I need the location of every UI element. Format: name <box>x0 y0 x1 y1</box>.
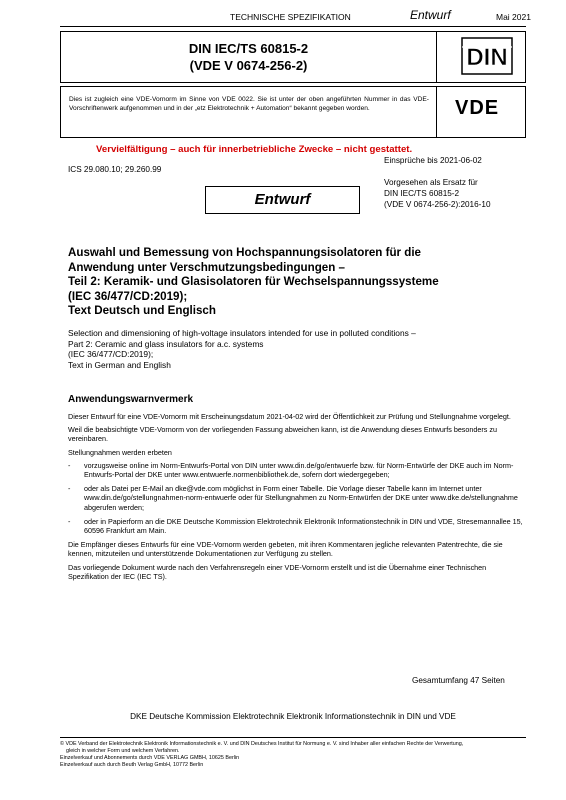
title-english <box>68 328 538 370</box>
usage-paragraph-5: Das vorliegende Dokument wurde nach den Verfahrensregeln einer VDE-Vornorm erstellt und ist die Übernahme einer Technischen Spezifikation der IEC (IEC TS). <box>68 562 487 581</box>
title-de-line-5: Text Deutsch und Englisch <box>68 304 216 317</box>
copy-warning: Vervielfältigung – auch für innerbetriebliche Zwecke – nicht gestattet. <box>96 144 413 155</box>
title-de-line-2: Anwendung unter Verschmutzungsbedingungen – <box>68 260 345 274</box>
draft-stamp: Entwurf <box>205 186 360 214</box>
header-rule <box>60 26 526 27</box>
designation-box <box>60 31 526 83</box>
usage-paragraph-3: Stellungnahmen werden erbeten <box>68 447 172 457</box>
designation-divider <box>436 32 437 82</box>
replacement-line-3: (VDE V 0674-256-2):2016-10 <box>384 200 491 209</box>
usage-body <box>68 412 526 581</box>
objection-deadline: Einsprüche bis 2021-06-02 <box>384 156 482 165</box>
designation-line-1: DIN IEC/TS 60815-2 <box>188 41 309 56</box>
title-de-line-1: Auswahl und Bemessung von Hochspannungsisolatoren für die <box>68 246 422 259</box>
ics-codes: ICS 29.080.10; 29.260.99 <box>68 165 162 174</box>
usage-paragraph-2: Weil die beabsichtigte VDE-Vornorm von der vorliegenden Fassung abweichen kann, ist die Anwendung dieses Entwurfs besonders zu vereinbaren. <box>68 425 497 444</box>
footer-line-3: Einzelverkauf und Abonnements durch VDE VERLAG GMBH, 10625 Berlin <box>60 755 240 761</box>
usage-paragraph-4: Die Empfänger dieses Entwurfs für eine VDE-Vornorm werden gebeten, mit ihren Kommentaren jegliche relevanten Patentrechte, die sie kennen, mitzuteilen und unterstützende Dokumentationen zur Verfügung zu stellen. <box>68 540 503 559</box>
list-item-text: vorzugsweise online im Norm-Entwurfs-Portal von DIN unter www.din.de/go/entwuerfe bzw. für Norm-Entwürfe der DKE auch im Norm-Entwurfs-Portal der DKE unter www.entwuerfe.normenbibliothek.de, sofern dort wiedergegeben; <box>84 460 514 480</box>
din-logo <box>461 37 513 75</box>
list-item-text: oder in Papierform an die DKE Deutsche Kommission Elektrotechnik Elektronik Informationstechnik in DIN und VDE, Stresemannallee 15, 60596 Frankfurt am Main. <box>84 516 523 536</box>
list-item <box>68 517 526 535</box>
replacement-line-2: DIN IEC/TS 60815-2 <box>384 189 460 198</box>
usage-heading: Anwendungswarnvermerk <box>68 394 194 405</box>
doc-type-label: TECHNISCHE SPEZIFIKATION <box>230 12 351 22</box>
footer-line-2: gleich in welcher Form und welchem Verfahren. <box>66 748 180 754</box>
comment-channel-list <box>68 461 526 535</box>
vde-notice-text: Dies ist zugleich eine VDE-Vornorm im Sinne von VDE 0022. Sie ist unter der oben angeführten Nummer in das VDE-Vorschriftenwerk aufgenommen und in der „etz Elektrotechnik + Automation“ bekannt gegeben worden. <box>69 96 429 112</box>
vde-logo: VDE <box>455 97 500 119</box>
total-pages: Gesamtumfang 47 Seiten <box>412 676 505 685</box>
footer-line-4: Einzelverkauf auch durch Beuth Verlag GmbH, 10772 Berlin <box>60 762 204 768</box>
list-dash: - <box>68 460 71 470</box>
list-item-text: oder als Datei per E-Mail an dke@vde.com möglichst in Form einer Tabelle. Die Vorlage dieser Tabelle kann im Internet unter www.din.de/go/stellungnahmen-norm-entwuerfe oder für Stellungnahmen zu Norm-Entwürfen der DKE unter www.dke.de/stellungnahme abgerufen werden; <box>84 484 518 512</box>
list-item <box>68 461 526 479</box>
title-de-line-4: (IEC 36/477/CD:2019); <box>68 289 188 303</box>
footer-copyright <box>60 741 530 769</box>
title-en-line-1: Selection and dimensioning of high-voltage insulators intended for use in polluted conditions – <box>68 328 416 338</box>
draft-header-label: Entwurf <box>410 8 451 22</box>
title-en-line-2: Part 2: Ceramic and glass insulators for a.c. systems <box>68 338 264 349</box>
publication-date: Mai 2021 <box>496 12 531 22</box>
title-german <box>68 246 538 319</box>
title-de-line-3: Teil 2: Keramik- und Glasisolatoren für Wechselspannungssysteme <box>68 275 439 288</box>
replacement-line-1: Vorgesehen als Ersatz für <box>384 178 478 187</box>
title-en-line-3: (IEC 36/477/CD:2019); <box>68 349 154 359</box>
vde-notice-divider <box>436 87 437 137</box>
list-item <box>68 484 526 512</box>
list-dash: - <box>68 516 71 526</box>
svg-text:DIN: DIN <box>466 44 508 71</box>
footer-line-1: © VDE Verband der Elektrotechnik Elektronik Informationstechnik e. V. und DIN Deutsches Institut für Normung e. V. sind Inhaber aller einfachen Rechte der Verwertung, <box>60 741 464 747</box>
usage-paragraph-1: Dieser Entwurf für eine VDE-Vornorm mit Erscheinungsdatum 2021-04-02 wird der Öffentlichkeit zur Prüfung und Stellungnahme vorgelegt. <box>68 412 511 421</box>
title-en-line-4: Text in German and English <box>68 359 171 370</box>
list-dash: - <box>68 484 71 494</box>
dke-line: DKE Deutsche Kommission Elektrotechnik Elektronik Informationstechnik in DIN und VDE <box>130 712 456 721</box>
designation-line-2: (VDE V 0674-256-2) <box>189 58 308 73</box>
footer-rule <box>60 737 526 738</box>
